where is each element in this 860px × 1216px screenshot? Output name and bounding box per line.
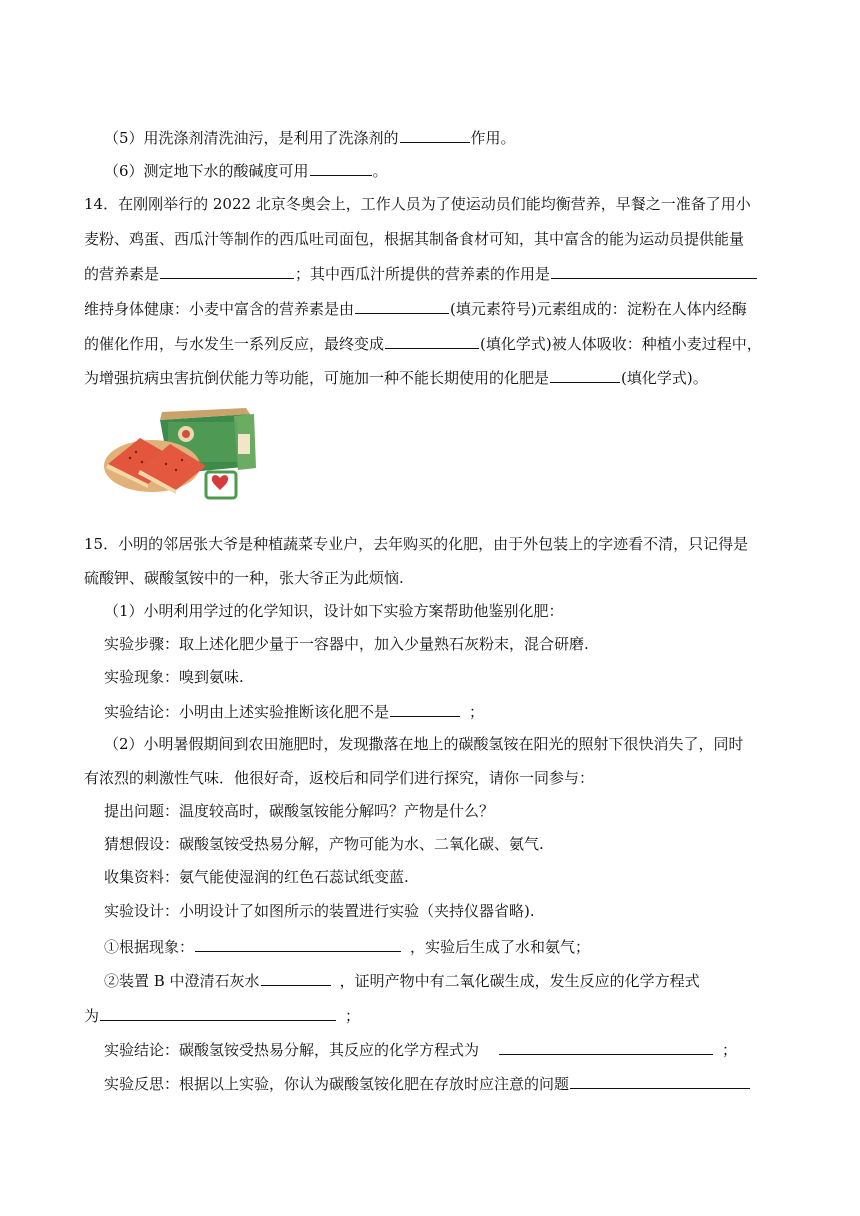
- answer-blank[interactable]: [400, 126, 470, 143]
- answer-blank[interactable]: [355, 297, 449, 314]
- answer-blank[interactable]: [550, 366, 620, 383]
- q15-question: 提出问题：温度较高时，碳酸氢铵能分解吗？产物是什么？: [104, 802, 495, 820]
- q15-line1: 15．小明的邻居张大爷是种植蔬菜专业户，去年购买的化肥，由于外包装上的字迹看不清，只记得是: [84, 535, 749, 553]
- q14-line3: 的营养素是 ；其中西瓜汁所提供的营养素的作用是: [84, 262, 776, 284]
- q15-c2-equation: 为 ；: [84, 1004, 776, 1026]
- bread-illustration: [100, 404, 256, 502]
- q14-line2: 麦粉、鸡蛋、西瓜汁等制作的西瓜吐司面包，根据其制备食材可知，其中富含的能为运动员提供能量: [84, 230, 745, 248]
- watermelon-toast-image: [100, 404, 256, 502]
- q14-line1: 14．在刚刚举行的 2022 北京冬奥会上，工作人员为了使运动员们能均衡营养，早餐之一准备了用小: [84, 195, 751, 213]
- q15-phenomenon: 实验现象：嗅到氨味.: [104, 668, 244, 686]
- q15-part2-line1: （2）小明暑假期间到农田施肥时，发现撒落在地上的碳酸氢铵在阳光的照射下很快消失了，同时: [104, 735, 744, 753]
- q13-item6: （6）测定地下水的酸碱度可用 。: [104, 159, 776, 181]
- q15-hypothesis: 猜想假设：碳酸氢铵受热易分解，产物可能为水、二氧化碳、氨气.: [104, 835, 544, 853]
- q14-line4: 维持身体健康：小麦中富含的营养素是由 (填元素符号)元素组成的：淀粉在人体内经酶: [84, 297, 776, 319]
- q15-c2: ②装置 B 中澄清石灰水 ，证明产物中有二氧化碳生成，发生反应的化学方程式: [104, 969, 776, 991]
- q15-info: 收集资料：氨气能使湿润的红色石蕊试纸变蓝.: [104, 868, 409, 886]
- q15-design: 实验设计：小明设计了如图所示的装置进行实验（夹持仪器省略).: [104, 902, 535, 920]
- answer-blank[interactable]: [385, 332, 479, 349]
- answer-blank[interactable]: [195, 935, 401, 952]
- answer-blank[interactable]: [551, 262, 757, 279]
- answer-blank[interactable]: [499, 1038, 713, 1055]
- answer-blank[interactable]: [100, 1004, 336, 1021]
- answer-blank[interactable]: [160, 262, 294, 279]
- q14-line5: 的催化作用，与水发生一系列反应，最终变成 (填化学式)被人体吸收：种植小麦过程中，: [84, 332, 776, 354]
- q15-part1: （1）小明利用学过的化学知识，设计如下实验方案帮助他鉴别化肥：: [104, 602, 564, 620]
- q15-line2: 硫酸钾、碳酸氢铵中的一种，张大爷正为此烦恼.: [84, 569, 404, 587]
- q14-line6: 为增强抗病虫害抗倒伏能力等功能，可施加一种不能长期使用的化肥是 (填化学式)。: [84, 366, 776, 388]
- answer-blank[interactable]: [570, 1072, 750, 1089]
- q15-conclusion: 实验结论：小明由上述实验推断该化肥不是 ；: [104, 700, 776, 722]
- answer-blank[interactable]: [261, 969, 331, 986]
- answer-blank[interactable]: [390, 700, 460, 717]
- q15-part2-line2: 有浓烈的刺激性气味．他很好奇，返校后和同学们进行探究，请你一同参与：: [84, 769, 595, 787]
- q15-reflection: 实验反思：根据以上实验，你认为碳酸氢铵化肥在存放时应注意的问题: [104, 1072, 776, 1094]
- answer-blank[interactable]: [310, 159, 372, 176]
- q15-c1: ①根据现象： ，实验后生成了水和氨气；: [104, 935, 776, 957]
- q15-step: 实验步骤：取上述化肥少量于一容器中，加入少量熟石灰粉末，混合研磨.: [104, 635, 589, 653]
- q15-conclusion2: 实验结论：碳酸氢铵受热易分解，其反应的化学方程式为 ；: [104, 1038, 776, 1060]
- q13-item5: （5）用洗涤剂清洗油污，是利用了洗涤剂的 作用。: [104, 126, 776, 148]
